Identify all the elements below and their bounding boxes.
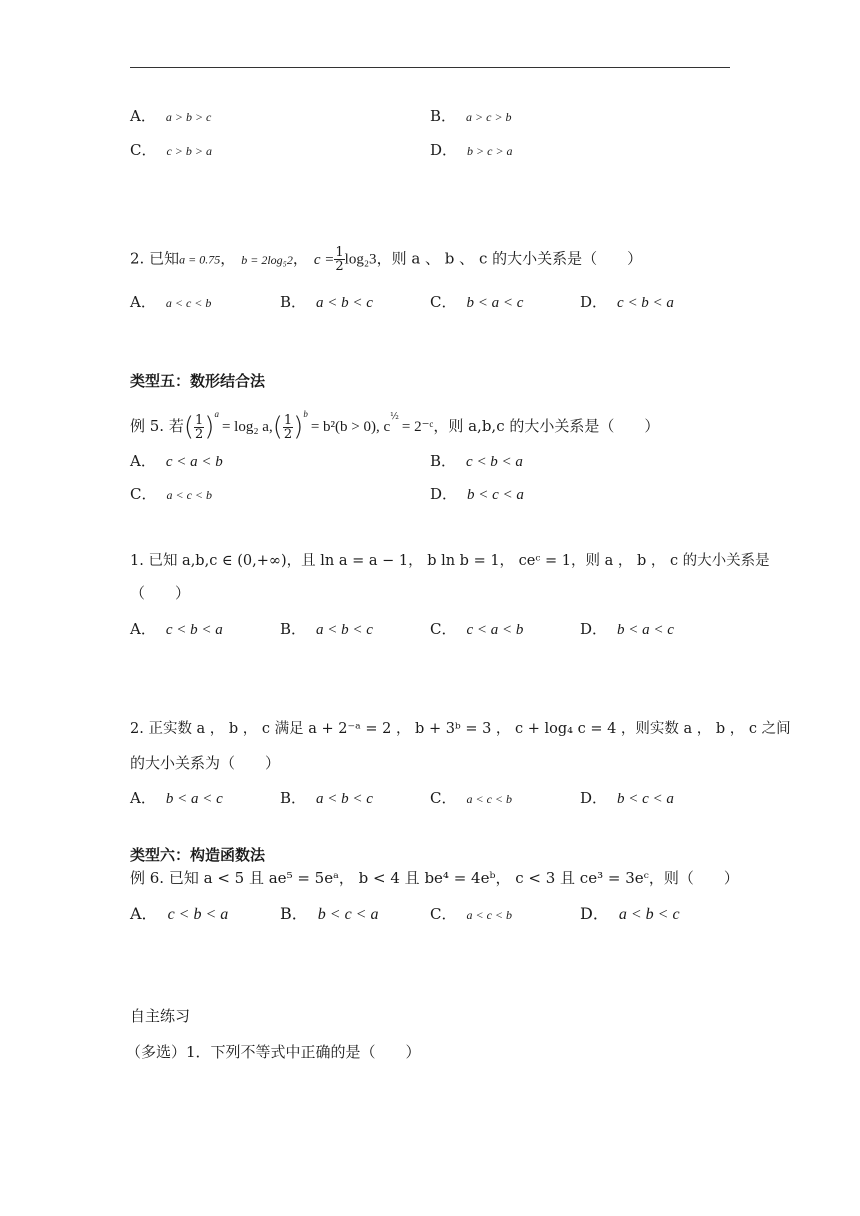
q2a-option-d xyxy=(580,292,674,313)
option-a xyxy=(130,106,211,127)
type5-option-b xyxy=(430,451,523,472)
option-label: C． xyxy=(430,620,457,638)
type5-option-c xyxy=(130,484,212,505)
option-label: B． xyxy=(280,620,307,638)
practice-title: 自主练习 xyxy=(130,1007,191,1025)
q1b-option-d xyxy=(580,619,674,640)
type5-option-d xyxy=(430,484,524,505)
q2b-option-c xyxy=(430,788,512,809)
option-label: A． xyxy=(130,904,158,923)
q2b-option-b xyxy=(280,788,373,809)
option-label: B． xyxy=(280,789,307,807)
fraction-num: 1 xyxy=(335,245,344,260)
option-text: a < c < b xyxy=(166,488,213,502)
option-text: c < b < a xyxy=(617,295,674,311)
practice-question-1: （多选）1．下列不等式中正确的是（ ） xyxy=(126,1043,421,1061)
option-b xyxy=(430,106,512,127)
q2b-option-d xyxy=(580,788,674,809)
option-text: a > b > c xyxy=(165,110,212,124)
option-label: D． xyxy=(580,904,609,923)
option-text: a < b < c xyxy=(618,906,680,923)
type6-option-a xyxy=(130,904,228,925)
option-text: b < a < c xyxy=(617,622,674,638)
section-heading-type5: 类型五：数形结合法 xyxy=(130,372,266,390)
option-label: C． xyxy=(430,905,457,923)
option-label: B． xyxy=(430,452,457,470)
type6-option-d xyxy=(580,904,680,925)
option-label: D． xyxy=(580,293,608,311)
q2b-option-a xyxy=(130,788,223,809)
question-2a: 2. 已知a = 0.75， b = 2log₅2， c = $\frac{1}{2}$ log₂3，则 a 、 b 、 c 的大小关系是（ ） xyxy=(130,245,643,274)
example-5: 例 5. 若( $\frac{1}{2}$ )$^a$= log₂ a,( $\frac{1}{2}$ )$^b$= b²(b > 0), $c^{\frac{1}{2}}=$ 2⁻ᶜ，则 a,b,c 的大小关系是（ ） xyxy=(130,409,660,442)
option-text: a < b < c xyxy=(316,791,373,807)
option-text: a > c > b xyxy=(466,110,512,124)
option-text: a < c < b xyxy=(165,296,212,310)
b-definition: b = 2log₅2 xyxy=(241,252,293,267)
type6-option-c xyxy=(430,904,512,925)
option-text: a < c < b xyxy=(466,908,513,922)
option-label: C． xyxy=(130,141,157,159)
paren-close: ) xyxy=(293,412,304,442)
option-text: c < b < a xyxy=(466,454,523,470)
option-label: A． xyxy=(130,107,156,125)
q1b-option-b xyxy=(280,619,373,640)
question-tail: ，则 a 、 b 、 c 的大小关系是（ ） xyxy=(376,249,643,268)
option-text: a < b < c xyxy=(316,295,373,311)
option-text: c < a < b xyxy=(165,454,223,470)
option-text: b < a < c xyxy=(165,791,223,807)
option-text: c > b > a xyxy=(166,144,213,158)
question-prefix: 2. 已知 xyxy=(130,249,180,268)
option-text: b < c < a xyxy=(617,791,674,807)
q2a-option-a xyxy=(130,292,211,313)
example-6: 例 6. 已知 a < 5 且 ae⁵ = 5eᵃ， b < 4 且 be⁴ = 4eᵇ， c < 3 且 ce³ = 3eᶜ，则（ ） xyxy=(130,869,739,887)
paren-open: ( xyxy=(272,412,283,442)
condition-2: = b²(b > 0), c xyxy=(310,419,391,435)
option-label: D． xyxy=(430,141,458,159)
option-label: C． xyxy=(430,293,457,311)
option-label: A． xyxy=(130,452,156,470)
option-text: b < c < a xyxy=(317,906,379,923)
option-label: C． xyxy=(430,789,457,807)
condition-1: = log₂ a, xyxy=(221,419,273,435)
fraction-den: 2 xyxy=(283,426,293,442)
q1b-option-c xyxy=(430,619,523,640)
option-label: A． xyxy=(130,620,156,638)
option-label: C． xyxy=(130,485,157,503)
option-d xyxy=(430,140,513,161)
fraction-den: 2 xyxy=(195,426,204,442)
q2a-option-b xyxy=(280,292,373,313)
c-definition-post: log₂3 xyxy=(344,251,377,268)
header-rule xyxy=(130,67,730,68)
option-label: D． xyxy=(580,789,608,807)
paren-close: ) xyxy=(204,412,215,442)
fraction-half xyxy=(334,246,344,273)
option-text: c < b < a xyxy=(167,906,229,923)
option-label: D． xyxy=(430,485,458,503)
option-label: B． xyxy=(280,293,307,311)
option-label: A． xyxy=(130,789,156,807)
option-text: b < c < a xyxy=(467,487,524,503)
type6-option-b xyxy=(280,904,378,925)
question-2b-line1: 2. 正实数 a ， b ， c 满足 a + 2⁻ᵃ = 2 ， b + 3ᵇ = 3 ， c + log₄ c = 4 ，则实数 a ， b ， c 之间 xyxy=(130,721,791,737)
fraction-den: 2 xyxy=(335,259,344,274)
condition-3: = 2⁻ᶜ xyxy=(401,419,434,435)
example-tail: ，则 a,b,c 的大小关系是（ ） xyxy=(433,417,660,435)
option-label: D． xyxy=(580,620,608,638)
option-text: a < b < c xyxy=(316,622,373,638)
question-2b-line2: 的大小关系为（ ） xyxy=(130,754,281,772)
option-label: A． xyxy=(130,293,156,311)
example-prefix: 例 5. 若 xyxy=(130,417,184,435)
option-c xyxy=(130,140,212,161)
section-heading-type6: 类型六：构造函数法 xyxy=(130,846,266,864)
c-definition-pre: c = xyxy=(313,251,335,268)
option-text: b > c > a xyxy=(467,144,513,158)
fraction-num: 1 xyxy=(283,412,293,428)
fraction-half xyxy=(194,414,204,441)
question-1b-line1: 1. 已知 a,b,c ∈ (0,+∞)，且 ln a = a − 1， b ln b = 1， ceᶜ = 1，则 a ， b ， c 的大小关系是 xyxy=(130,553,770,569)
option-text: a < c < b xyxy=(466,792,513,806)
fraction-half xyxy=(283,414,293,441)
q2a-option-c xyxy=(430,292,523,313)
option-text: c < a < b xyxy=(466,622,524,638)
fraction-num: 1 xyxy=(195,412,204,428)
paren-open: ( xyxy=(183,412,195,442)
q1b-option-a xyxy=(130,619,223,640)
option-label: B． xyxy=(280,904,308,923)
option-text: c < b < a xyxy=(165,622,223,638)
option-text: b < a < c xyxy=(466,295,524,311)
option-label: B． xyxy=(430,107,457,125)
type5-option-a xyxy=(130,451,223,472)
question-1b-line2: （ ） xyxy=(130,584,191,602)
a-definition: a = 0.75 xyxy=(179,252,221,267)
